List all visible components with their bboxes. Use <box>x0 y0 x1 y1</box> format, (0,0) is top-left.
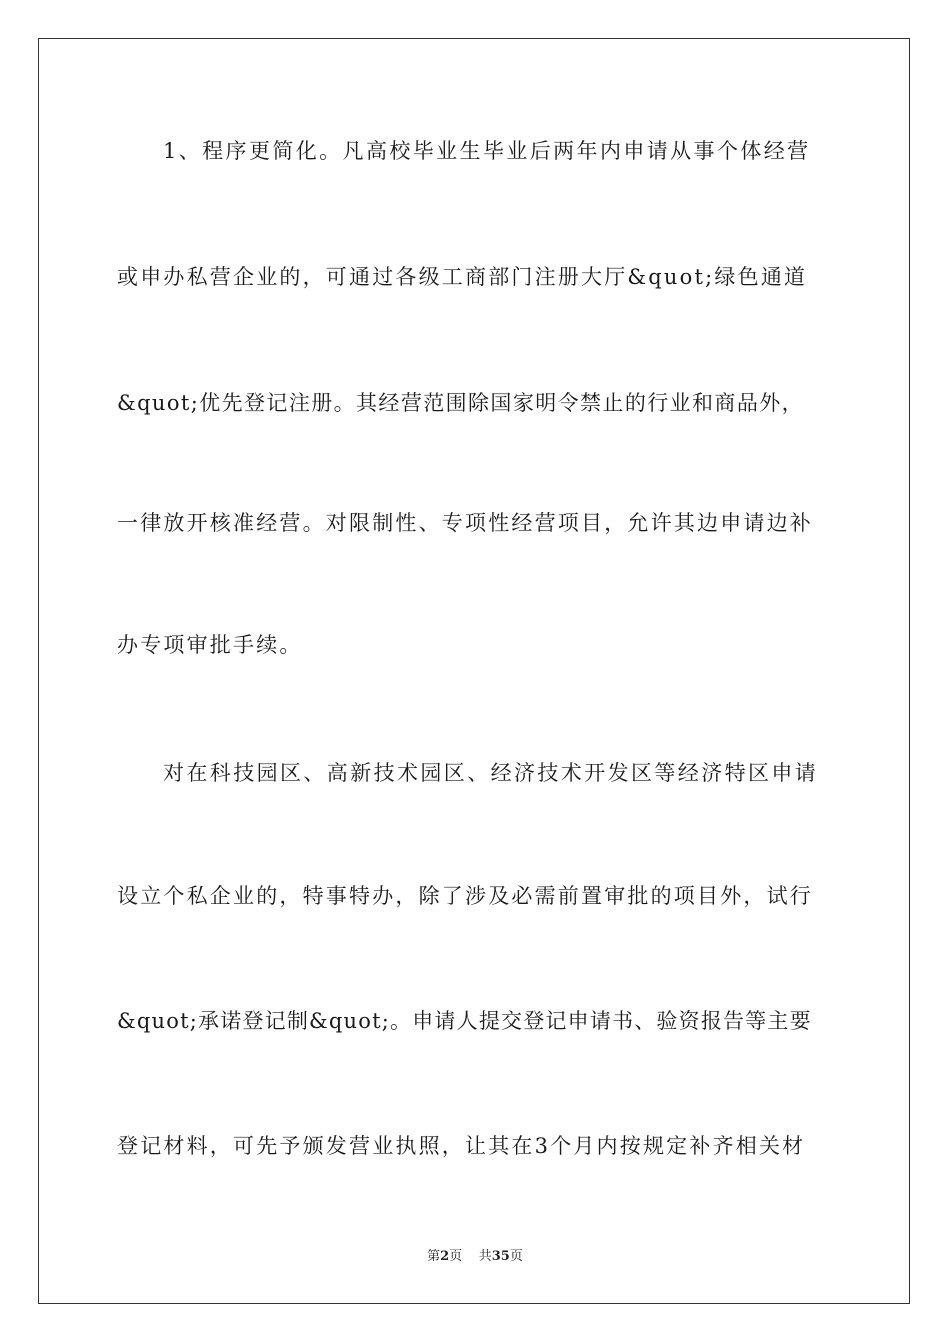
paragraph-2-line-3: &quot;承诺登记制&quot;。申请人提交登记申请书、验资报告等主要 <box>117 1009 812 1033</box>
paragraph-1-line-3: &quot;优先登记注册。其经营范围除国家明令禁止的行业和商品外， <box>117 391 805 415</box>
current-page-number: 2 <box>440 1249 450 1264</box>
paragraph-1-line-5: 办专项审批手续。 <box>117 633 303 657</box>
page-border <box>38 38 910 1304</box>
paragraph-1-line-2: 或申办私营企业的，可通过各级工商部门注册大厅&quot;绿色通道 <box>117 265 808 289</box>
page-number-footer <box>0 1248 950 1266</box>
page-unit: 页 <box>449 1249 463 1264</box>
paragraph-1-line-1: 1、程序更简化。凡高校毕业生毕业后两年内申请从事个体经营 <box>163 139 811 163</box>
paragraph-2-line-2: 设立个私企业的，特事特办，除了涉及必需前置审批的项目外，试行 <box>117 884 813 908</box>
total-unit: 页 <box>509 1249 523 1264</box>
total-page-count: 35 <box>491 1249 510 1264</box>
paragraph-2-line-1: 对在科技园区、高新技术园区、经济技术开发区等经济特区申请 <box>163 761 819 785</box>
page-prefix: 第 <box>427 1249 441 1264</box>
paragraph-1-line-4: 一律放开核准经营。对限制性、专项性经营项目，允许其边申请边补 <box>117 511 813 535</box>
paragraph-2-line-4: 登记材料，可先予颁发营业执照，让其在3个月内按规定补齐相关材 <box>117 1134 806 1158</box>
total-prefix: 共 <box>478 1249 492 1264</box>
